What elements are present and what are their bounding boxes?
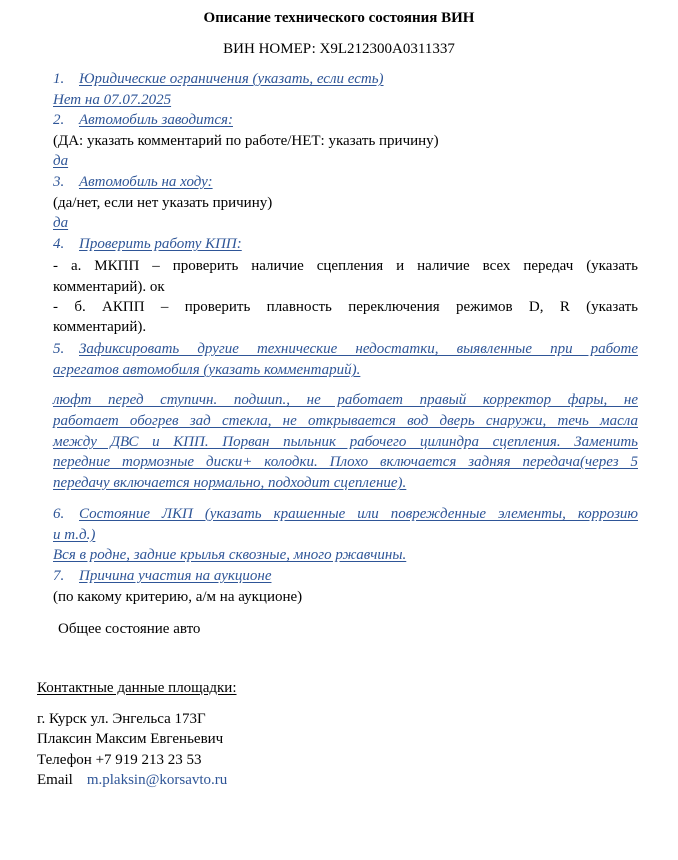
item-7-note: (по какому критерию, а/м на аукционе) [53,589,303,605]
item-3-heading-text: Автомобиль на ходу: [79,174,213,190]
item-1-heading [53,69,638,90]
item-4-heading-text: Проверить работу КПП: [79,236,242,252]
email-link[interactable]: m.plaksin@korsavto.ru [86,772,228,788]
item-6-heading-line-2: и т.д.) [53,527,96,543]
akpp-line-2: комментарий). [53,319,147,335]
item-5-answer-line-5: передачу включается нормально, подходит сцепление). [53,475,407,491]
contacts-heading: Контактные данные площадки: [37,680,237,696]
item-3-heading [53,172,638,193]
item-2-heading-text: Автомобиль заводится: [79,112,233,128]
item-5-answer-line-4: передние тормозные диски+ колодки. Плохо включается задняя передача(через 5 [53,454,638,470]
item-3-answer: да [53,215,69,231]
item-3-number: 3. [53,174,65,190]
item-3-note: (да/нет, если нет указать причину) [53,195,273,211]
akpp-line-1: - б. АКПП – проверить плавность переключения режимов D, R (указать [53,299,638,315]
contacts-person: Плаксин Максим Евгеньевич [37,731,224,747]
item-1-heading-text: Юридические ограничения (указать, если есть) [79,71,384,87]
contacts-phone: Телефон +7 919 213 23 53 [37,752,202,768]
item-2-heading [53,110,638,131]
vin-number: ВИН НОМЕР: X9L212300A0311337 [223,41,455,57]
mkpp-line-2: комментарий). ок [53,279,165,295]
item-6-heading-text: Состояние ЛКП (указать крашенные или поврежденные элементы, коррозию [79,506,638,522]
item-5-number: 5. [53,341,65,357]
item-7-number: 7. [53,568,65,584]
item-5-answer-line-1: люфт перед ступичн. подшип., не работает правый корректор фары, не [53,392,638,408]
contacts-email-row [37,770,227,790]
item-4-number: 4. [53,236,65,252]
item-5-heading-line-2: агрегатов автомобиля (указать комментарий). [53,362,361,378]
contacts-address: г. Курск ул. Энгельса 173Г [37,711,206,727]
item-5-heading-line-1 [53,339,638,360]
general-state-label: Общее состояние авто [58,621,201,637]
item-2-note: (ДА: указать комментарий по работе/НЕТ: указать причину) [53,133,439,149]
item-6-heading-line-1 [53,504,638,525]
item-4-heading [53,234,638,255]
item-7-heading-text: Причина участия на аукционе [79,568,272,584]
document-title: Описание технического состояния ВИН [203,10,475,26]
item-6-answer: Вся в родне, задние крылья сквозные, много ржавчины. [53,547,407,563]
item-5-answer-line-2: работает обогрев зад стекла, не открывается вод дверь снаружи, течь масла [53,413,638,429]
email-label: Email [37,772,73,788]
item-5-heading-text: Зафиксировать другие технические недостатки, выявленные при работе [79,341,638,357]
item-6-number: 6. [53,506,65,522]
item-2-answer: да [53,153,69,169]
item-5-answer-line-3: между ДВС и КПП. Порван пыльник рабочего цилиндра сцепления. Заменить [53,434,638,450]
item-1-answer: Нет на 07.07.2025 [53,92,172,108]
item-7-heading [53,566,638,587]
item-2-number: 2. [53,112,65,128]
mkpp-line-1: - а. МКПП – проверить наличие сцепления и наличие всех передач (указать [53,258,638,274]
item-1-number: 1. [53,71,65,87]
